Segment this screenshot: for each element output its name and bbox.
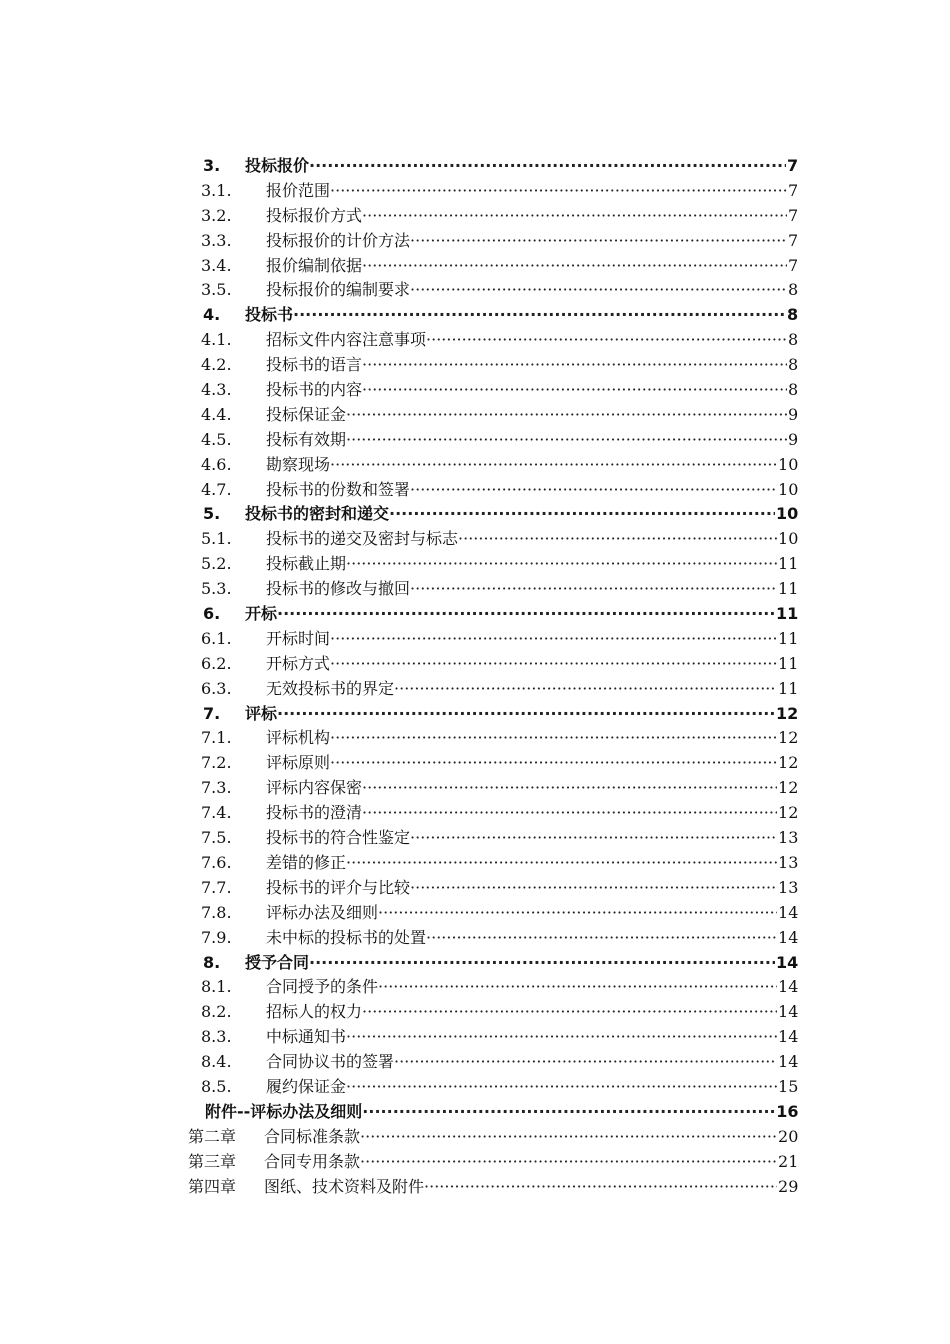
dot-leader [362, 378, 787, 403]
toc-entry-title: 投标书的语言 [266, 355, 363, 375]
toc-entry-page: 8 [788, 380, 799, 400]
toc-entry-number: 4.4. [201, 404, 232, 424]
dot-leader [330, 453, 777, 478]
dot-leader [362, 1100, 775, 1125]
toc-entry-number: 7.8. [201, 902, 232, 922]
toc-entry-number: 7.1. [201, 728, 232, 748]
toc-entry[interactable] [0, 229, 950, 254]
toc-entry-title: 履约保证金 [266, 1076, 347, 1096]
toc-entry[interactable] [0, 876, 950, 901]
dot-leader [426, 328, 787, 353]
toc-entry-title: 投标书的内容 [266, 380, 363, 400]
toc-entry[interactable] [0, 826, 950, 851]
toc-entry[interactable] [0, 1100, 950, 1125]
dot-leader [330, 652, 777, 677]
toc-entry-number: 7.7. [201, 877, 232, 897]
toc-entry-number: 4.7. [201, 479, 232, 499]
toc-entry[interactable] [0, 627, 950, 652]
toc-entry-number: 7.2. [201, 753, 232, 773]
toc-entry-number: 3.2. [201, 205, 232, 225]
toc-entry[interactable] [0, 552, 950, 577]
dot-leader [346, 552, 777, 577]
dot-leader [410, 478, 777, 503]
toc-entry-page: 8 [787, 305, 799, 325]
dot-leader [362, 353, 787, 378]
dot-leader [346, 403, 787, 428]
toc-entry-page: 11 [778, 678, 799, 698]
toc-entry-page: 7 [788, 255, 799, 275]
toc-entry-page: 9 [788, 429, 799, 449]
dot-leader [389, 502, 775, 527]
toc-entry-number: 4. [203, 305, 221, 325]
dot-leader [330, 726, 777, 751]
toc-entry-title: 投标报价方式 [266, 205, 363, 225]
toc-entry-title: 投标报价的计价方法 [266, 230, 411, 250]
toc-entry[interactable] [0, 951, 950, 976]
toc-entry-title: 招标人的权力 [266, 1002, 363, 1022]
toc-entry-number: 8.4. [201, 1052, 232, 1072]
toc-entry-title: 投标书的递交及密封与标志 [266, 529, 459, 549]
toc-entry-number: 5.2. [201, 554, 232, 574]
toc-entry-number: 8.2. [201, 1002, 232, 1022]
toc-entry-page: 15 [778, 1076, 799, 1096]
toc-entry[interactable] [0, 577, 950, 602]
toc-entry-title: 评标 [245, 703, 278, 723]
toc-entry-title: 报价编制依据 [266, 255, 363, 275]
toc-entry[interactable] [0, 677, 950, 702]
toc-entry-title: 投标书的澄清 [266, 803, 363, 823]
toc-entry[interactable] [0, 776, 950, 801]
toc-entry-title: 开标时间 [266, 628, 331, 648]
toc-entry-title: 图纸、技术资料及附件 [264, 1176, 425, 1196]
toc-entry-page: 10 [778, 454, 799, 474]
toc-entry-number: 4.3. [201, 380, 232, 400]
dot-leader [362, 801, 777, 826]
toc-entry-number: 第三章 [188, 1151, 237, 1171]
toc-entry-number: 3.1. [201, 180, 232, 200]
dot-leader [410, 826, 777, 851]
toc-entry-title: 投标书 [245, 305, 294, 325]
dot-leader [346, 428, 787, 453]
toc-entry[interactable] [0, 478, 950, 503]
toc-entry-page: 14 [778, 1027, 799, 1047]
toc-entry-page: 14 [778, 1002, 799, 1022]
toc-entry[interactable] [0, 1175, 950, 1200]
dot-leader [424, 1175, 777, 1200]
toc-entry-title: 附件--评标办法及细则 [205, 1101, 363, 1121]
toc-entry[interactable] [0, 726, 950, 751]
toc-entry[interactable] [0, 278, 950, 303]
dot-leader [360, 1150, 777, 1175]
toc-entry-page: 14 [778, 927, 799, 947]
toc-entry-page: 21 [778, 1151, 799, 1171]
toc-entry-number: 8.5. [201, 1076, 232, 1096]
toc-entry[interactable] [0, 502, 950, 527]
toc-entry-title: 勘察现场 [266, 454, 331, 474]
toc-entry-title: 投标有效期 [266, 429, 347, 449]
toc-entry[interactable] [0, 403, 950, 428]
toc-entry-title: 评标原则 [266, 753, 331, 773]
toc-entry-number: 7.6. [201, 852, 232, 872]
toc-entry-page: 14 [778, 902, 799, 922]
toc-entry-page: 12 [776, 703, 799, 723]
toc-entry[interactable] [0, 1075, 950, 1100]
dot-leader [394, 677, 777, 702]
dot-leader [330, 751, 777, 776]
toc-entry-number: 3.4. [201, 255, 232, 275]
toc-entry[interactable] [0, 303, 950, 328]
dot-leader [360, 1125, 777, 1150]
toc-entry-title: 投标保证金 [266, 404, 347, 424]
toc-entry-page: 9 [788, 404, 799, 424]
toc-entry-title: 投标报价 [245, 156, 310, 175]
toc-entry-page: 8 [788, 355, 799, 375]
toc-entry-title: 开标方式 [266, 653, 331, 673]
dot-leader [362, 204, 787, 229]
toc-entry-title: 评标内容保密 [266, 778, 363, 798]
dot-leader [362, 1000, 777, 1025]
toc-entry[interactable] [0, 254, 950, 279]
toc-entry-page: 10 [778, 479, 799, 499]
toc-entry-number: 6.1. [201, 628, 232, 648]
toc-entry-title: 投标书的评介与比较 [266, 877, 411, 897]
toc-entry-number: 7.9. [201, 927, 232, 947]
toc-entry-title: 中标通知书 [266, 1027, 347, 1047]
dot-leader [410, 876, 777, 901]
dot-leader [330, 627, 777, 652]
toc-entry[interactable] [0, 751, 950, 776]
toc-entry[interactable] [0, 378, 950, 403]
dot-leader [309, 951, 775, 976]
dot-leader [378, 901, 777, 926]
toc-entry-page: 7 [788, 180, 799, 200]
toc-entry[interactable] [0, 851, 950, 876]
dot-leader [362, 776, 777, 801]
toc-entry[interactable] [0, 901, 950, 926]
toc-entry-title: 投标书的符合性鉴定 [266, 828, 411, 848]
toc-entry[interactable] [0, 527, 950, 552]
toc-entry-page: 10 [776, 504, 799, 524]
toc-entry-page: 13 [778, 877, 799, 897]
toc-entry[interactable] [0, 154, 950, 179]
toc-entry-page: 11 [778, 653, 799, 673]
toc-entry-title: 开标 [245, 604, 278, 624]
dot-leader [309, 154, 786, 179]
toc-entry-number: 6.2. [201, 653, 232, 673]
toc-entry[interactable] [0, 801, 950, 826]
dot-leader [330, 179, 787, 204]
toc-entry[interactable] [0, 428, 950, 453]
dot-leader [362, 254, 787, 279]
toc-entry-number: 4.5. [201, 429, 232, 449]
toc-entry-page: 12 [778, 778, 799, 798]
toc-entry-number: 7.4. [201, 803, 232, 823]
toc-entry-page: 11 [778, 628, 799, 648]
toc-entry-title: 招标文件内容注意事项 [266, 330, 427, 350]
toc-entry-page: 12 [778, 728, 799, 748]
toc-entry-page: 29 [778, 1176, 799, 1196]
dot-leader [410, 278, 787, 303]
toc-entry-number: 第二章 [188, 1126, 237, 1146]
dot-leader [346, 851, 777, 876]
toc-entry[interactable] [0, 1150, 950, 1175]
toc-entry-page: 16 [776, 1101, 799, 1121]
toc-entry-number: 4.6. [201, 454, 232, 474]
toc-entry-number: 7.5. [201, 828, 232, 848]
toc-entry-title: 投标书的密封和递交 [245, 504, 390, 524]
dot-leader [394, 1050, 777, 1075]
toc-entry-number: 8. [203, 952, 221, 972]
toc-entry-page: 14 [778, 1052, 799, 1072]
toc-entry-number: 4.2. [201, 355, 232, 375]
toc-entry-title: 无效投标书的界定 [266, 678, 395, 698]
toc-entry[interactable] [0, 652, 950, 677]
dot-leader [458, 527, 777, 552]
toc-entry-page: 8 [788, 330, 799, 350]
toc-entry-title: 差错的修正 [266, 852, 347, 872]
toc-entry-page: 12 [778, 753, 799, 773]
toc-entry-title: 投标截止期 [266, 554, 347, 574]
toc-entry-title: 合同授予的条件 [266, 977, 379, 997]
toc-entry-number: 6.3. [201, 678, 232, 698]
dot-leader [277, 602, 775, 627]
toc-entry-number: 8.3. [201, 1027, 232, 1047]
dot-leader [346, 1025, 777, 1050]
toc-entry-title: 投标报价的编制要求 [266, 280, 411, 300]
toc-entry-title: 投标书的修改与撤回 [266, 579, 411, 599]
toc-entry-page: 11 [778, 554, 799, 574]
toc-entry-title: 评标办法及细则 [266, 902, 379, 922]
toc-entry[interactable] [0, 926, 950, 951]
toc-entry[interactable] [0, 1000, 950, 1025]
toc-entry-title: 合同协议书的签署 [266, 1052, 395, 1072]
toc-entry[interactable] [0, 328, 950, 353]
toc-entry-page: 7 [788, 230, 799, 250]
toc-entry[interactable] [0, 1050, 950, 1075]
toc-entry[interactable] [0, 453, 950, 478]
toc-entry[interactable] [0, 1125, 950, 1150]
toc-entry-number: 7.3. [201, 778, 232, 798]
dot-leader [410, 229, 787, 254]
toc-entry-number: 6. [203, 604, 221, 624]
toc-entry-page: 7 [787, 156, 799, 175]
toc-entry-number: 5.3. [201, 579, 232, 599]
toc-entry-number: 4.1. [201, 330, 232, 350]
toc-entry-title: 投标书的份数和签署 [266, 479, 411, 499]
dot-leader [277, 702, 775, 727]
toc-entry-number: 3.3. [201, 230, 232, 250]
toc-entry[interactable] [0, 975, 950, 1000]
toc-entry-page: 8 [788, 280, 799, 300]
toc-entry-page: 11 [778, 579, 799, 599]
toc-entry[interactable] [0, 204, 950, 229]
toc-entry[interactable] [0, 602, 950, 627]
toc-entry-number: 5. [203, 504, 221, 524]
dot-leader [410, 577, 777, 602]
toc-entry-page: 14 [778, 977, 799, 997]
toc-entry[interactable] [0, 702, 950, 727]
toc-entry-page: 14 [776, 952, 799, 972]
toc-entry-page: 13 [778, 852, 799, 872]
toc-entry[interactable] [0, 353, 950, 378]
toc-entry-number: 3. [203, 156, 221, 175]
toc-entry-page: 13 [778, 828, 799, 848]
toc-entry-title: 报价范围 [266, 180, 331, 200]
toc-entry[interactable] [0, 1025, 950, 1050]
toc-entry-page: 12 [778, 803, 799, 823]
toc-entry-title: 授予合同 [245, 952, 310, 972]
toc-entry-number: 第四章 [188, 1176, 237, 1196]
toc-entry[interactable] [0, 179, 950, 204]
toc-entry-page: 11 [776, 604, 799, 624]
table-of-contents [0, 154, 950, 1199]
toc-entry-number: 3.5. [201, 280, 232, 300]
toc-entry-page: 7 [788, 205, 799, 225]
dot-leader [293, 303, 786, 328]
toc-entry-title: 合同专用条款 [264, 1151, 361, 1171]
toc-entry-number: 8.1. [201, 977, 232, 997]
dot-leader [426, 926, 777, 951]
toc-entry-title: 未中标的投标书的处置 [266, 927, 427, 947]
toc-entry-title: 合同标准条款 [264, 1126, 361, 1146]
toc-entry-page: 20 [778, 1126, 799, 1146]
toc-entry-number: 5.1. [201, 529, 232, 549]
toc-entry-page: 10 [778, 529, 799, 549]
toc-entry-title: 评标机构 [266, 728, 331, 748]
dot-leader [378, 975, 777, 1000]
dot-leader [346, 1075, 777, 1100]
toc-entry-number: 7. [203, 703, 221, 723]
